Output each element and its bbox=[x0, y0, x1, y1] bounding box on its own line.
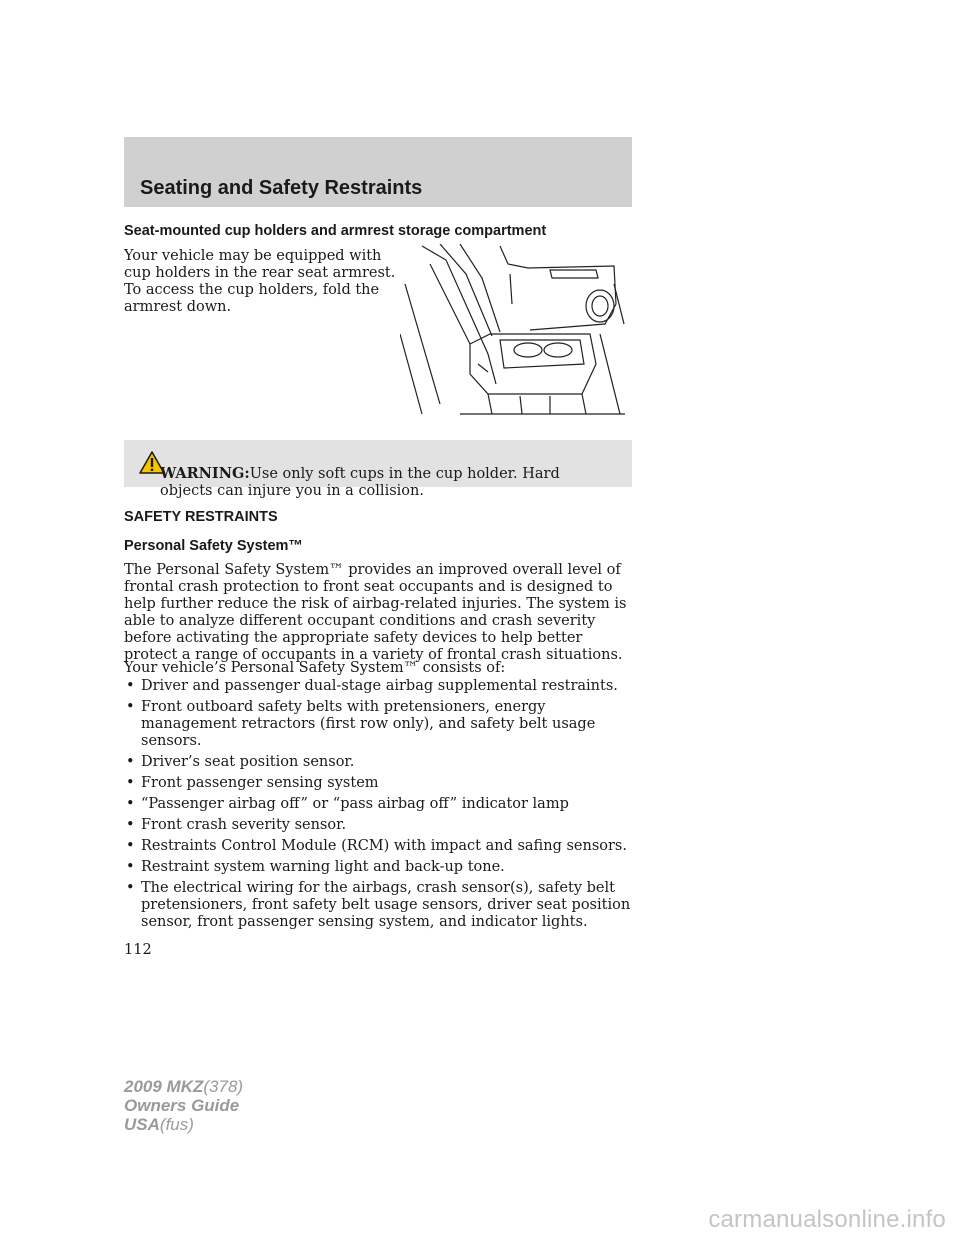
list-item: • Driver’s seat position sensor. bbox=[126, 754, 355, 770]
list-item: • Driver and passenger dual-stage airbag supplemental restraints. bbox=[126, 678, 618, 694]
cup-holder-heading: Seat-mounted cup holders and armrest storage compartment bbox=[124, 223, 547, 239]
bullet-icon: • bbox=[126, 817, 135, 833]
page-number: 112 bbox=[124, 942, 152, 958]
bullet-icon: • bbox=[126, 880, 135, 896]
footer-region: USA bbox=[124, 1115, 160, 1134]
bullet-icon: • bbox=[126, 838, 135, 854]
bullet-icon: • bbox=[126, 859, 135, 875]
footer-model-code: (378) bbox=[203, 1077, 244, 1096]
personal-safety-system-heading: Personal Safety System™ bbox=[124, 538, 303, 554]
footer-guide: Owners Guide bbox=[124, 1096, 240, 1115]
armrest-cup-holder-illustration bbox=[400, 244, 625, 418]
safety-restraints-heading: SAFETY RESTRAINTS bbox=[124, 509, 278, 525]
warning-text bbox=[160, 448, 600, 500]
pss-consists-of-text: Your vehicle’s Personal Safety System™ consists of: bbox=[124, 660, 506, 676]
bullet-icon: • bbox=[126, 796, 135, 812]
chapter-title: Seating and Safety Restraints bbox=[140, 177, 423, 199]
site-watermark: carmanualsonline.info bbox=[708, 1206, 946, 1233]
list-item: • The electrical wiring for the airbags, crash sensor(s), safety belt pretensioners, front safety belt usage sensors, driver seat position sensor, front passenger sensing system, and indicator lights. bbox=[126, 880, 631, 930]
document-footer bbox=[124, 1077, 243, 1134]
warning-label: WARNING: bbox=[160, 465, 250, 482]
list-item: • Front crash severity sensor. bbox=[126, 817, 347, 833]
pss-description-paragraph: The Personal Safety System™ provides an improved overall level of frontal crash protection to front seat occupants and is designed to help further reduce the risk of airbag-related injuries. The system is able to analyze different occupant conditions and crash severity before activating the appropriate safety devices to help better protect a range of occupants in a variety of frontal crash situations. bbox=[124, 562, 627, 663]
list-item: • Restraints Control Module (RCM) with impact and safing sensors. bbox=[126, 838, 627, 854]
chapter-header-band bbox=[124, 137, 632, 207]
list-item: • “Passenger airbag off” or “pass airbag off” indicator lamp bbox=[126, 796, 569, 812]
bullet-icon: • bbox=[126, 678, 135, 694]
pss-component-list bbox=[124, 678, 636, 935]
bullet-icon: • bbox=[126, 775, 135, 791]
warning-box bbox=[124, 440, 632, 499]
cup-holder-paragraph: Your vehicle may be equipped with cup holders in the rear seat armrest. To access the cup holders, fold the armrest down. bbox=[124, 248, 396, 315]
list-item: • Restraint system warning light and back-up tone. bbox=[126, 859, 505, 875]
list-item: • Front passenger sensing system bbox=[126, 775, 379, 791]
warning-message: Use only soft cups in the cup holder. Hard objects can injure you in a collision. bbox=[160, 466, 560, 499]
bullet-icon: • bbox=[126, 699, 135, 715]
bullet-icon: • bbox=[126, 754, 135, 770]
footer-model: 2009 MKZ bbox=[124, 1077, 204, 1096]
footer-region-code: (fus) bbox=[159, 1115, 194, 1134]
list-item: • Front outboard safety belts with pretensioners, energy management retractors (first row only), and safety belt usage sensors. bbox=[126, 699, 596, 749]
